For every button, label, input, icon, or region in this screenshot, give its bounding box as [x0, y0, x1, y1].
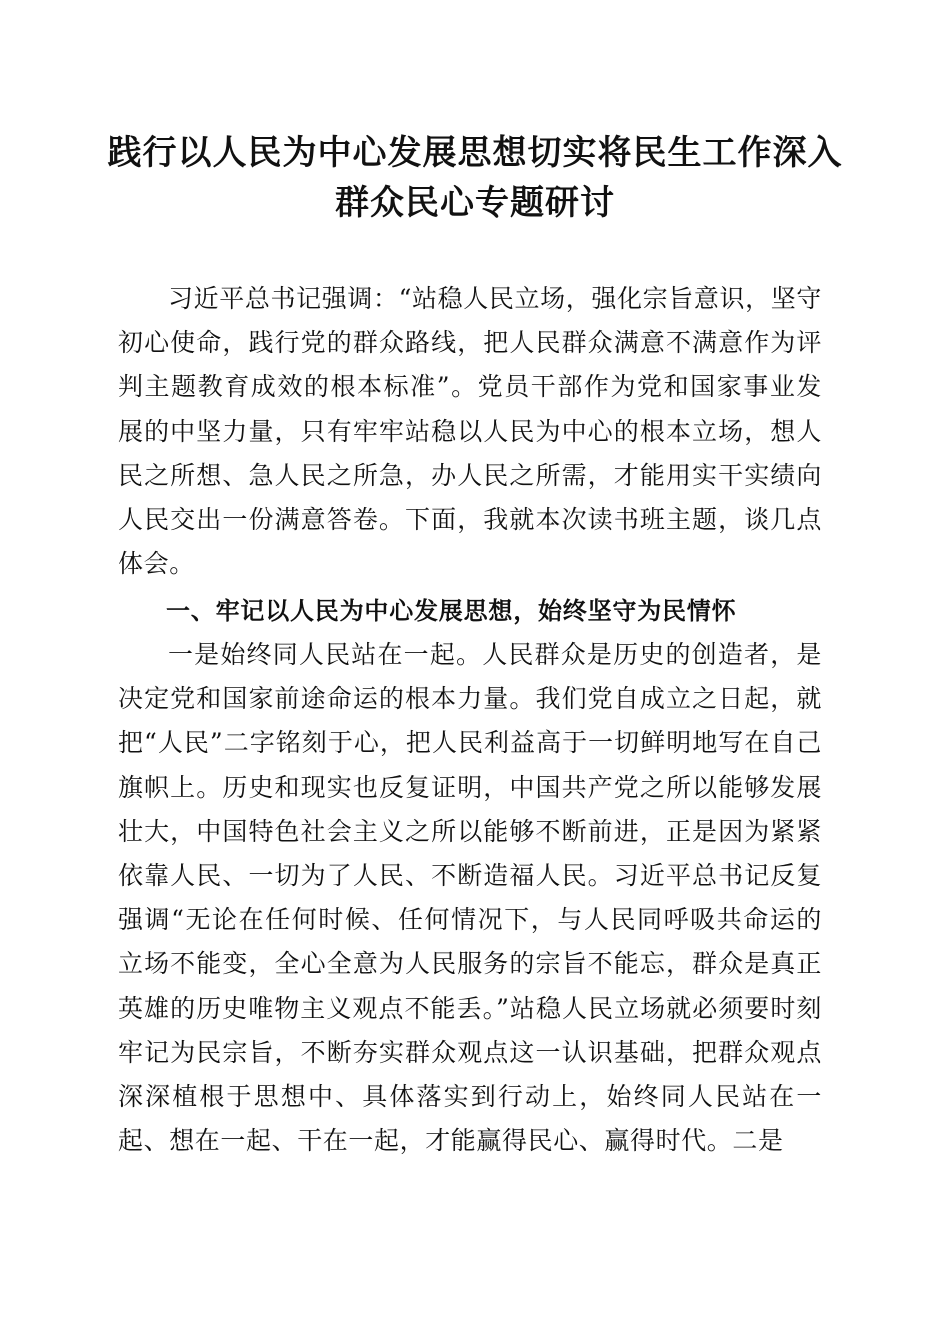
document-title: 践行以人民为中心发展思想切实将民生工作深入群众民心专题研讨	[107, 133, 843, 223]
section-heading-container	[118, 589, 822, 633]
section-1-paragraph: 一是始终同人民站在一起。人民群众是历史的创造者，是决定党和国家前途命运的根本力量。我们党自成立之日起，就把“人民”二字铭刻于心，把人民利益高于一切鲜明地写在自己旗帜上。历史和现实也反复证明，中国共产党之所以能够发展壮大，中国特色社会主义之所以能够不断前进，正是因为紧紧依靠人民、一切为了人民、不断造福人民。习近平总书记反复强调“无论在任何时候、任何情况下，与人民同呼吸共命运的立场不能变，全心全意为人民服务的宗旨不能忘，群众是真正英雄的历史唯物主义观点不能丢。”站稳人民立场就必须要时刻牢记为民宗旨，不断夯实群众观点这一认识基础，把群众观点深深植根于思想中、具体落实到行动上，始终同人民站在一起、想在一起、干在一起，才能赢得民心、赢得时代。二是	[118, 640, 822, 1156]
section-1-heading: 一、牢记以人民为中心发展思想，始终坚守为民情怀	[166, 597, 737, 625]
intro-section	[118, 277, 822, 586]
section-1-body	[118, 633, 822, 1163]
intro-paragraph: 习近平总书记强调：“站稳人民立场，强化宗旨意识，坚守初心使命，践行党的群众路线，把人民群众满意不满意作为评判主题教育成效的根本标准”。党员干部作为党和国家事业发展的中坚力量，只有牢牢站稳以人民为中心的根本立场，想人民之所想、急人民之所急，办人民之所需，才能用实干实绩向人民交出一份满意答卷。下面，我就本次读书班主题，谈几点体会。	[118, 284, 822, 579]
